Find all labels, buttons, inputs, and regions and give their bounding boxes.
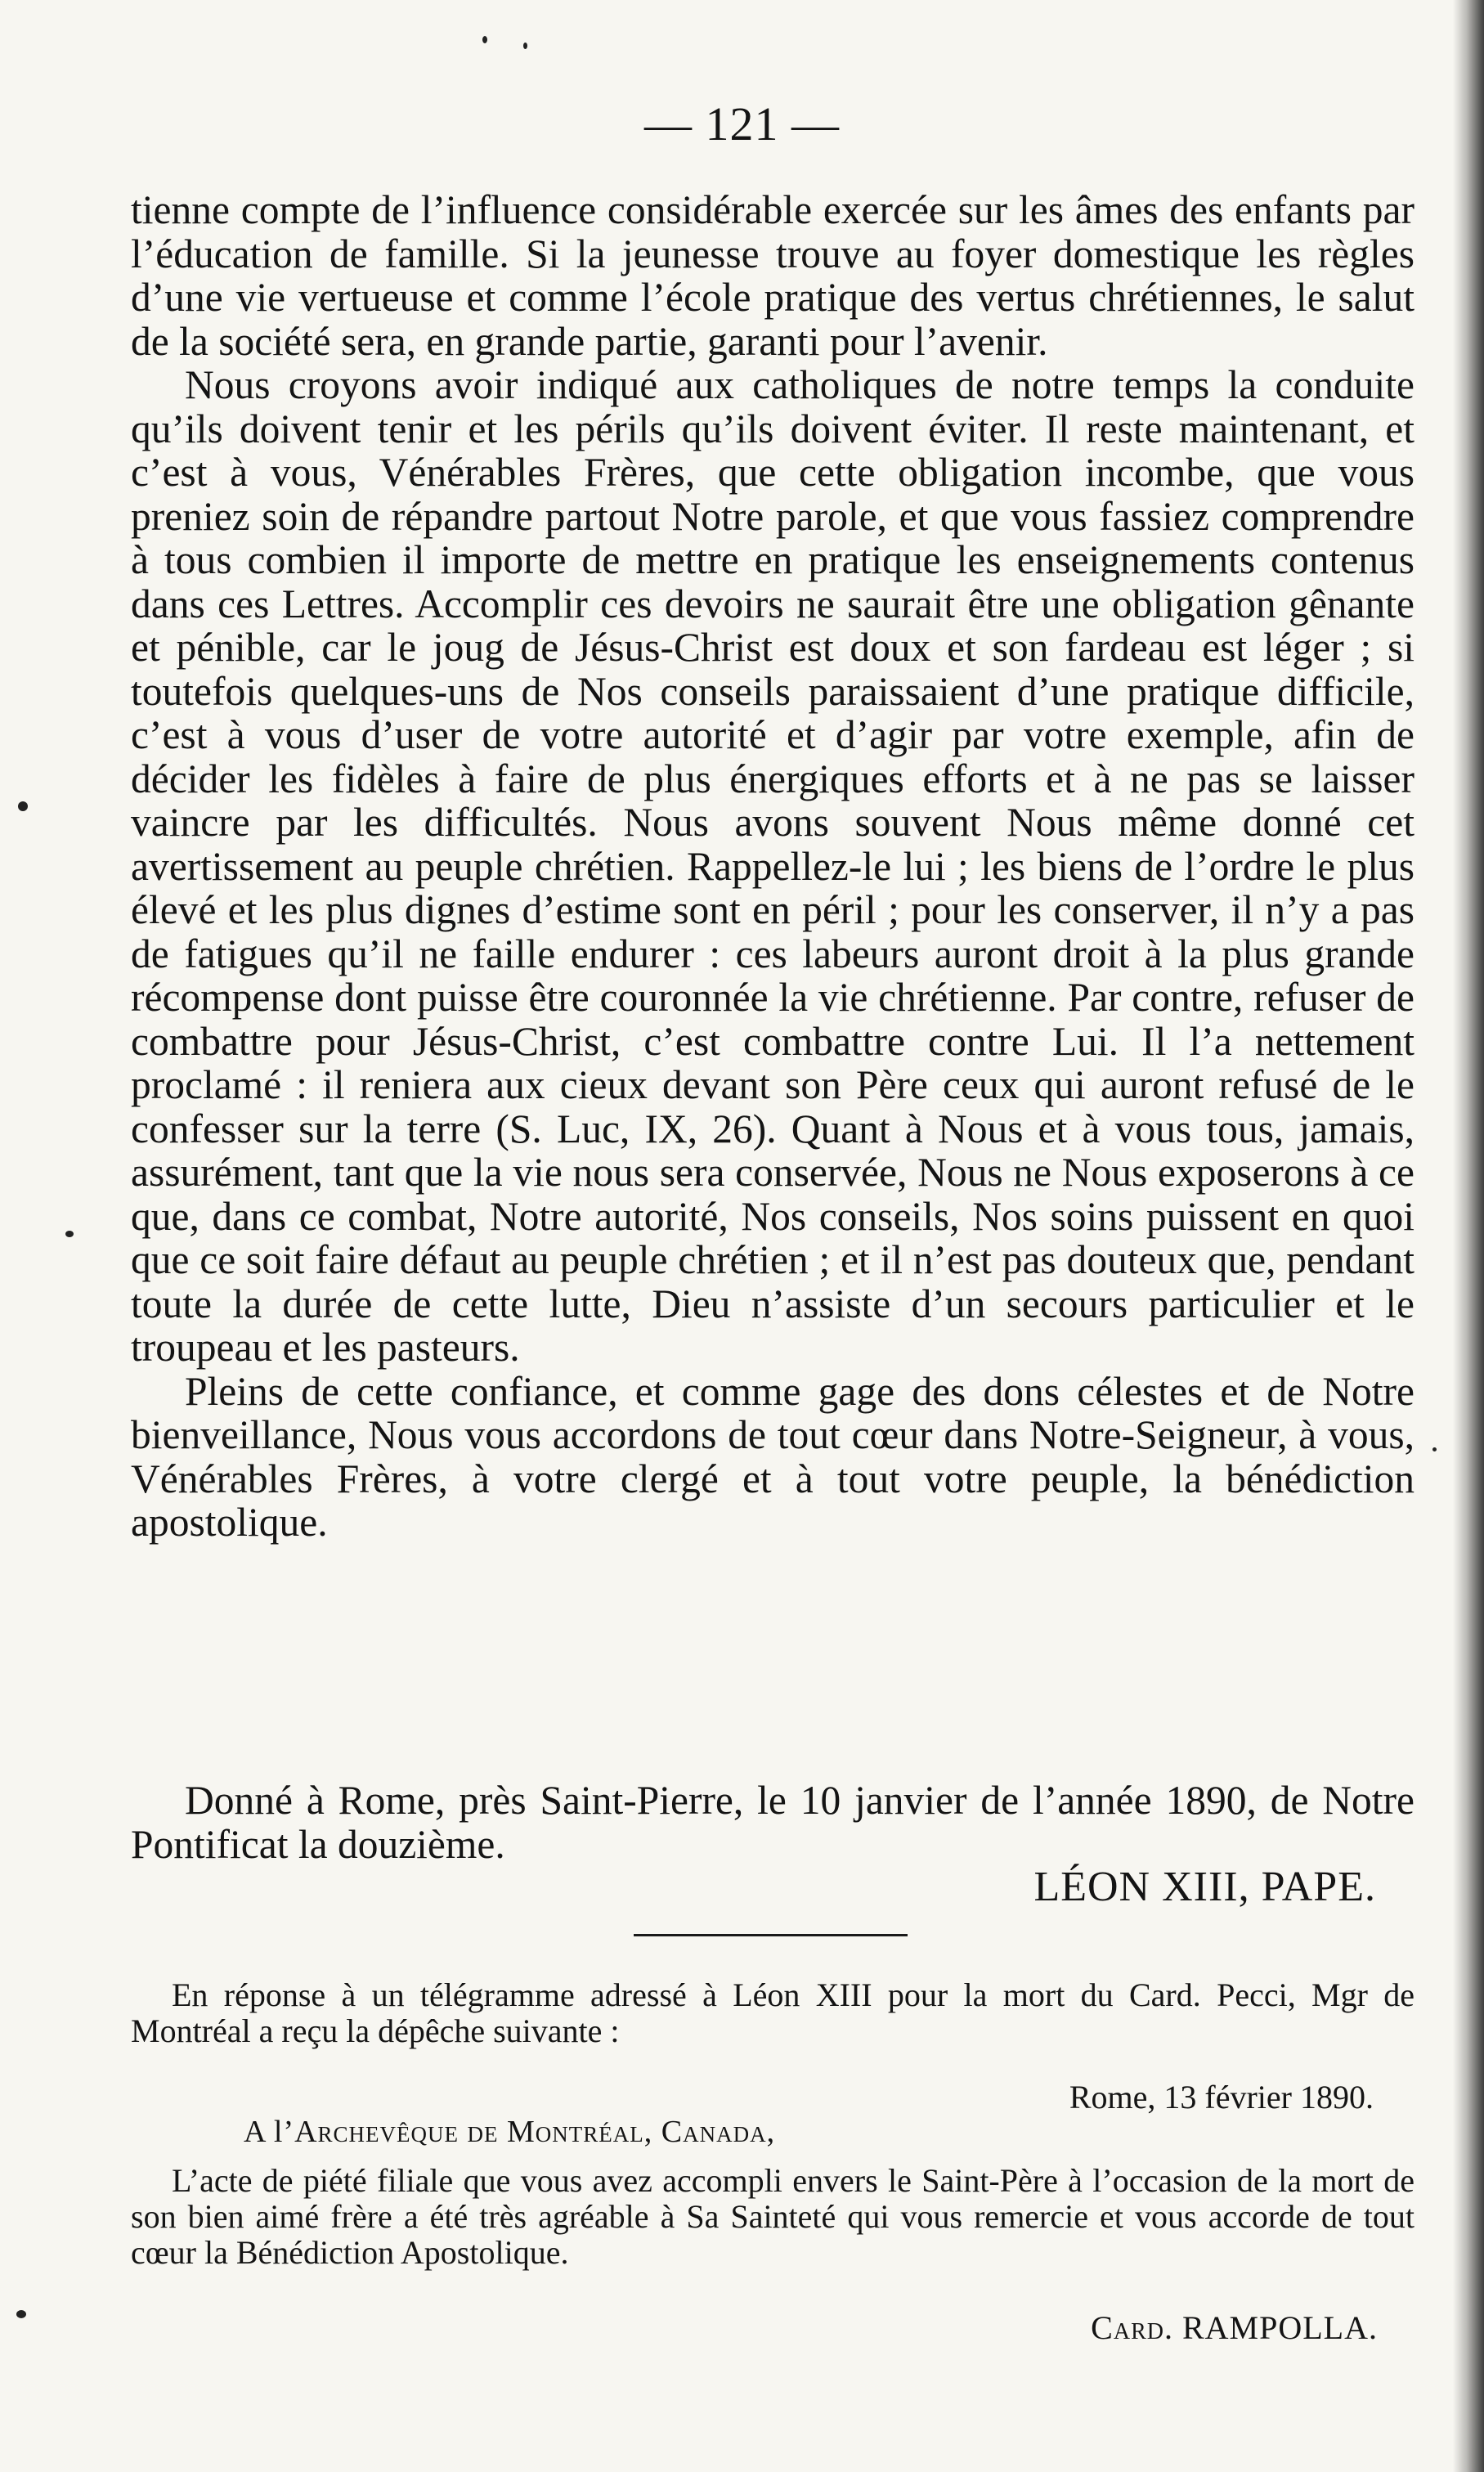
telegram-date: Rome, 13 février 1890.: [1069, 2079, 1374, 2115]
scan-speck: [523, 43, 527, 49]
paragraph: tienne compte de l’influence considérable exercée sur les âmes des enfants par l’éducation de famille. Si la jeunesse trouve au foyer domestique les règles d’une vie vertueuse et comme l’école pratique des vertus chrétiennes, le salut de la société sera, en grande partie, garanti pour l’avenir.: [131, 187, 1415, 364]
papal-signature: LÉON XIII, PAPE.: [1033, 1864, 1376, 1910]
telegram-signature: Card. RAMPOLLA.: [1091, 2309, 1378, 2346]
closing-formula: [131, 1779, 1415, 1866]
scan-speck: [18, 801, 28, 811]
address-recipient: Archevêque de Montréal, Canada,: [294, 2115, 776, 2149]
scan-speck: [65, 1231, 74, 1237]
page-number: — 121 —: [644, 97, 840, 150]
letter-body: [131, 188, 1415, 1545]
telegram-address: [244, 2114, 775, 2150]
binding-edge-shadow: [1453, 0, 1484, 2472]
telegram-body: [131, 2163, 1415, 2271]
note-intro-text: En réponse à un télégramme adressé à Léon XIII pour la mort du Card. Pecci, Mgr de Montréal a reçu la dépêche suivante :: [131, 1976, 1415, 2049]
scan-speck: [1432, 1447, 1437, 1451]
paragraph: Nous croyons avoir indiqué aux catholiques de notre temps la conduite qu’ils doivent tenir et les périls qu’ils doivent éviter. Il reste maintenant, et c’est à vous, Vénérables Frères, que cette obligation incombe, que vous preniez soin de répandre partout Notre parole, et que vous fassiez comprendre à tous combien il importe de mettre en pratique les enseignements contenus dans ces Lettres. Accomplir ces devoirs ne saurait être une obligation gênante et pénible, car le joug de Jésus-Christ est doux et son fardeau est léger ; si toutefois quelques-uns de Nos conseils paraissaient d’une pratique difficile, c’est à vous d’user de votre autorité et d’agir par votre exemple, afin de décider les fidèles à faire de plus énergiques efforts et à ne pas se laisser vaincre par les difficultés. Nous avons souvent Nous même donné cet avertissement au peuple chrétien. Rappellez-le lui ; les biens de l’ordre le plus élevé et les plus dignes d’estime sont en péril ; pour les conserver, il n’y a pas de fatigues qu’il ne faille endurer : ces labeurs auront droit à la plus grande récompense dont puisse être couronnée la vie chrétienne. Par contre, refuser de combattre pour Jésus-Christ, c’est combattre contre Lui. Il l’a nettement proclamé : il reniera aux cieux devant son Père ceux qui auront refusé de le confesser sur la terre (S. Luc, IX, 26). Quant à Nous et à vous tous, jamais, assurément, tant que la vie nous sera conservée, Nous ne Nous exposerons à ce que, dans ce combat, Notre autorité, Nos conseils, Nos soins puissent en quoi que ce soit faire défaut au peuple chrétien ; et il n’est pas douteux que, pendant toute la durée de cette lutte, Dieu n’assiste d’un secours particulier et le troupeau et les pasteurs.: [131, 362, 1415, 1370]
section-divider: [634, 1934, 908, 1936]
closing-text: Donné à Rome, près Saint-Pierre, le 10 janvier de l’année 1890, de Notre Pontificat la douzième.: [131, 1778, 1415, 1867]
scan-speck: [16, 2310, 26, 2318]
scan-speck: [482, 36, 487, 43]
telegram-text: L’acte de piété filiale que vous avez accompli envers le Saint-Père à l’occasion de la mort de son bien aimé frère a été très agréable à Sa Sainteté qui vous remercie et vous accorde de tout cœur la Bénédiction Apostolique.: [131, 2162, 1415, 2271]
paragraph: Pleins de cette confiance, et comme gage des dons célestes et de Notre bienveillance, Nous vous accordons de tout cœur dans Notre-Seigneur, à vous, Vénérables Frères, à votre clergé et à tout votre peuple, la bénédiction apostolique.: [131, 1368, 1415, 1545]
address-prefix: A l’: [244, 2115, 295, 2149]
note-intro: [131, 1977, 1415, 2049]
